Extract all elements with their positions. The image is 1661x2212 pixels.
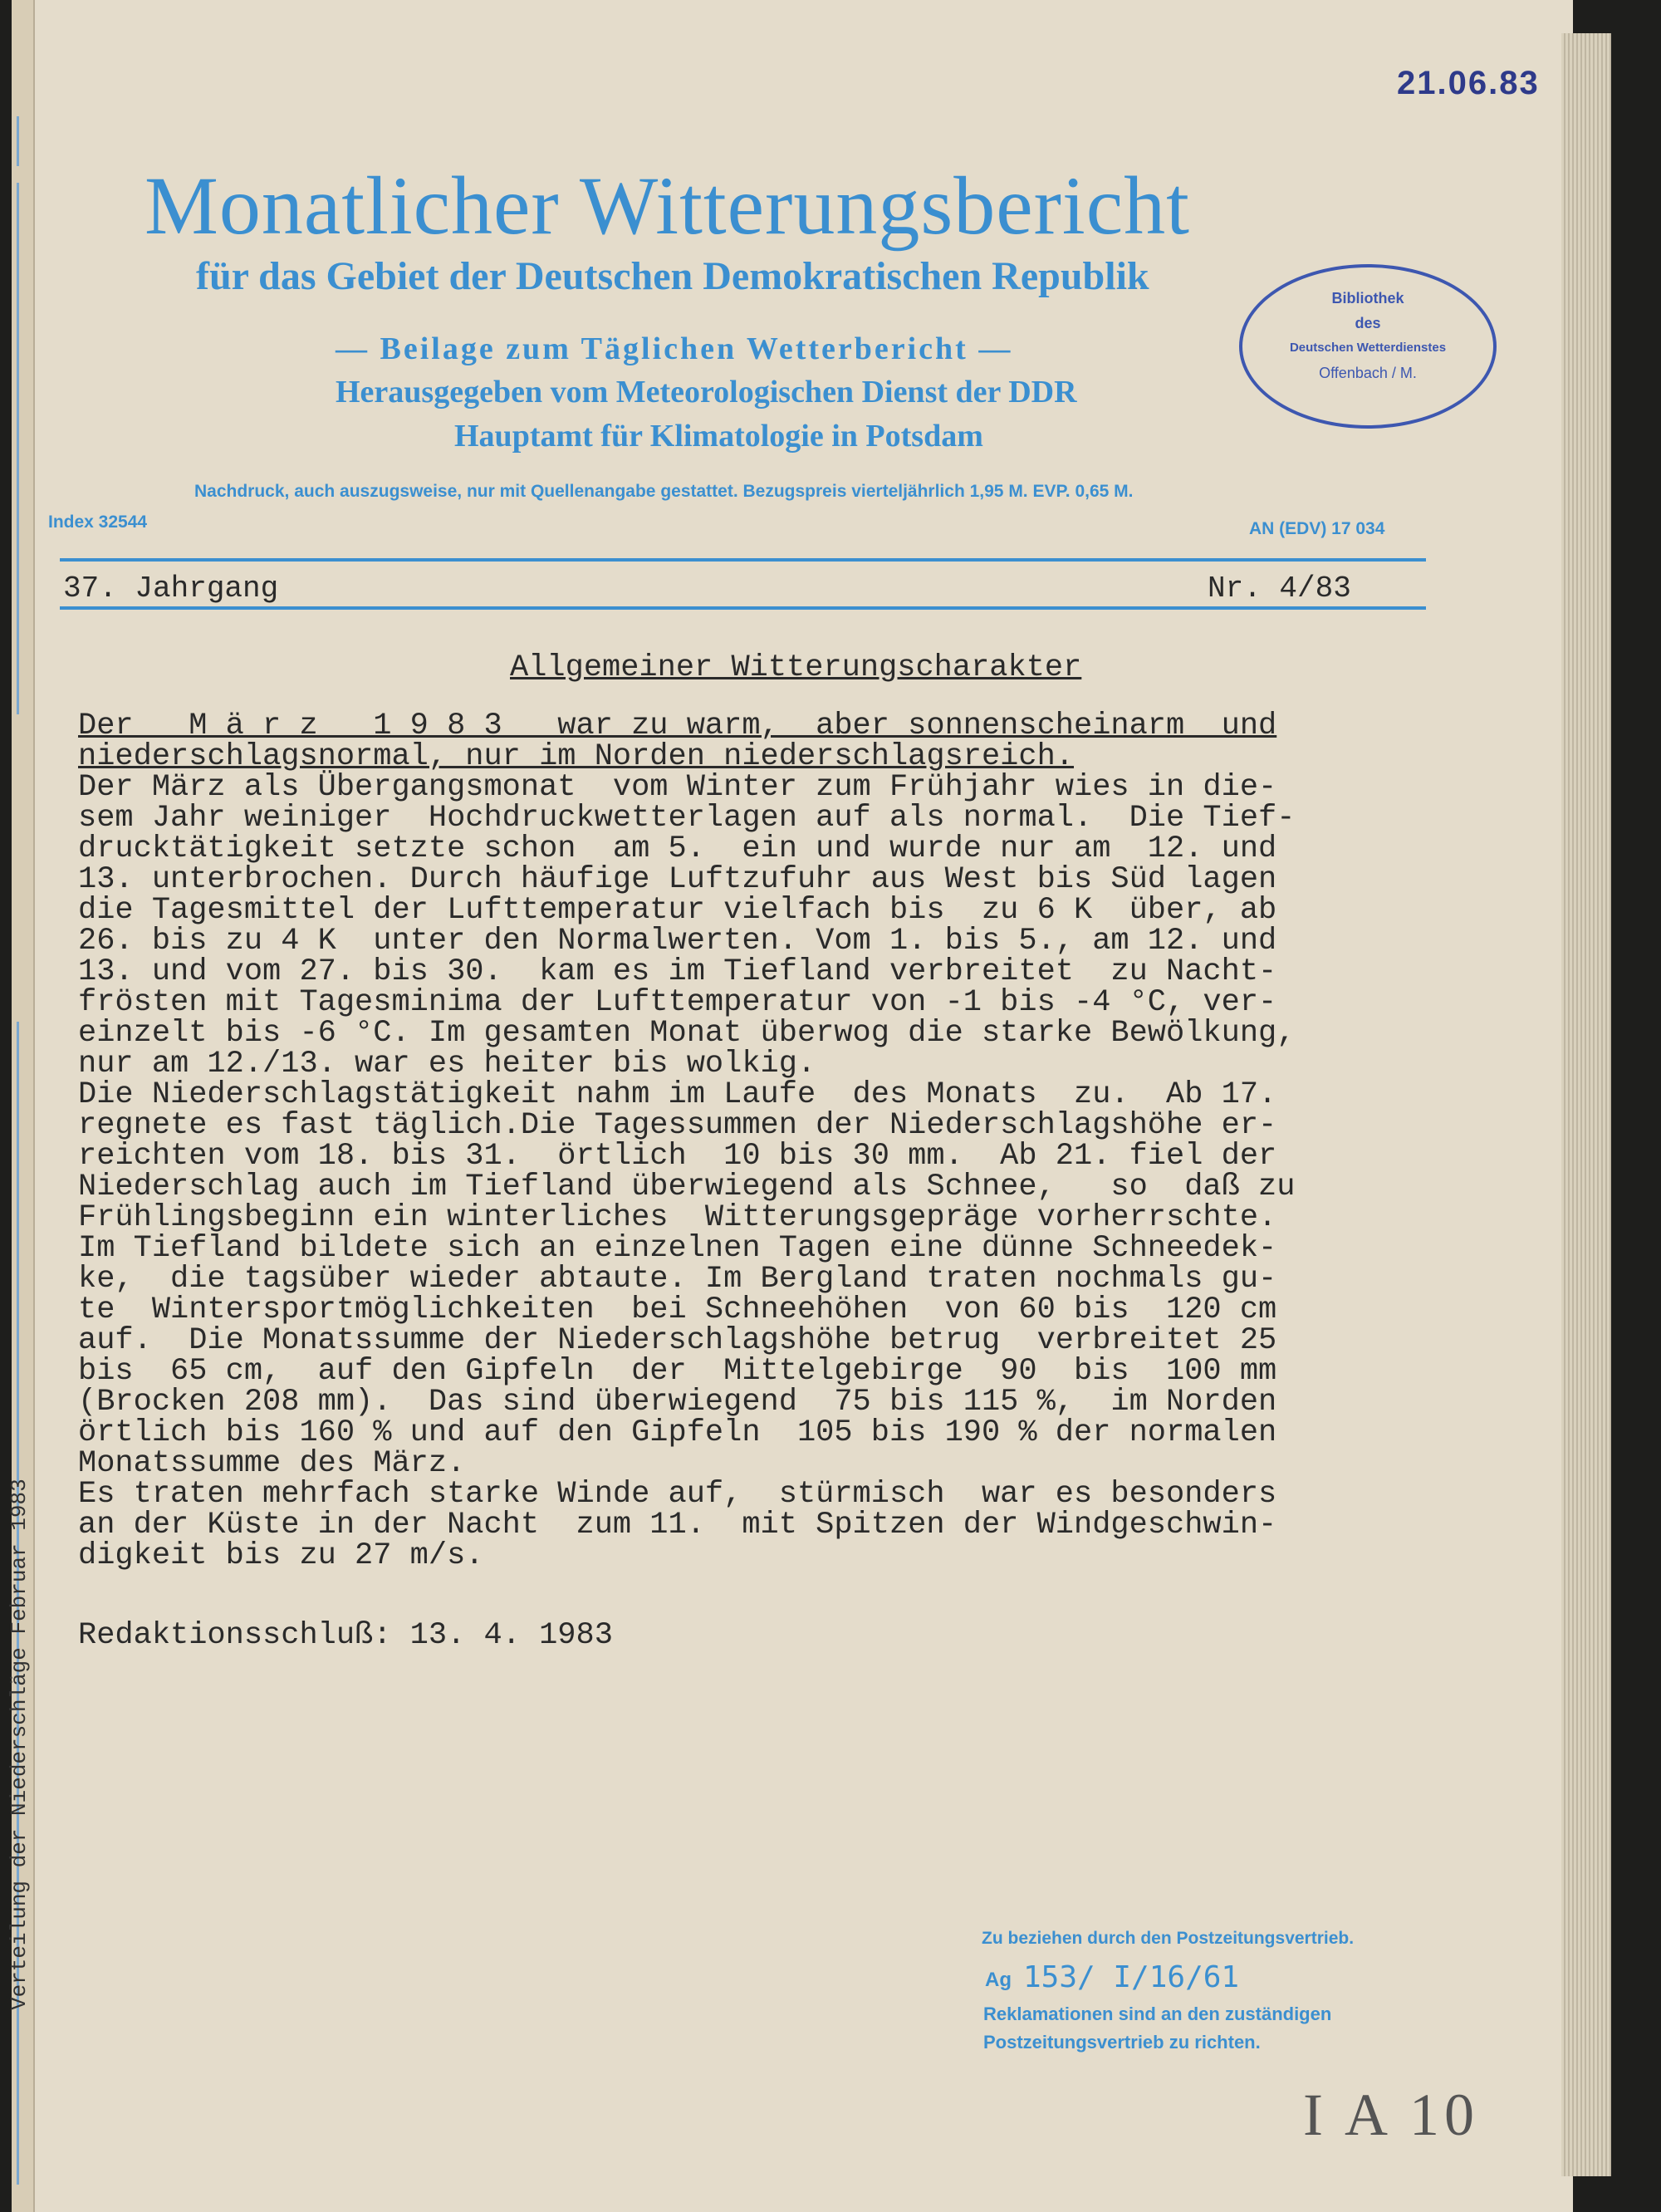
text-line: bis 65 cm, auf den Gipfeln der Mittelgebirge 90 bis 100 mm xyxy=(78,1354,1277,1389)
divider-bottom xyxy=(60,606,1426,610)
text-line: reichten vom 18. bis 31. örtlich 10 bis 30 mm. Ab 21. fiel der xyxy=(78,1139,1277,1174)
text-line: regnete es fast täglich.Die Tagessummen der Niederschlagshöhe er- xyxy=(78,1108,1277,1143)
previous-page-edge xyxy=(7,0,35,2212)
an-number: AN (EDV) 17 034 xyxy=(1249,519,1385,538)
receipt-date-stamp: 21.06.83 xyxy=(1397,65,1540,101)
article-body xyxy=(78,772,1295,1572)
volume: 37. Jahrgang xyxy=(63,571,279,606)
text-line: 13. und vom 27. bis 30. kam es im Tiefland verbreitet zu Nacht- xyxy=(78,954,1277,989)
text-line: frösten mit Tagesminima der Lufttemperatur von -1 bis -4 °C, ver- xyxy=(78,985,1277,1020)
text-line: Monatssumme des März. xyxy=(78,1446,466,1481)
page-title: Monatlicher Witterungsbericht xyxy=(145,159,1190,252)
publisher-line: Herausgegeben vom Meteorologischen Dienst der DDR xyxy=(336,375,1077,410)
ag-number: 153/ I/16/61 xyxy=(1023,1960,1240,1994)
text-line: nur am 12./13. war es heiter bis wolkig. xyxy=(78,1047,816,1081)
book-page-edges xyxy=(1561,33,1611,2176)
library-stamp: Bibliothek des Deutschen Wetterdienstes Offenbach / M. xyxy=(1239,264,1497,429)
text-line: auf. Die Monatssumme der Niederschlagshöhe betrug verbreitet 25 xyxy=(78,1323,1277,1358)
ag-prefix: Ag xyxy=(985,1969,1012,1991)
text-line: ke, die tagsüber wieder abtaute. Im Bergland traten nochmals gu- xyxy=(78,1262,1277,1297)
side-page-text: Verteilung der Niederschläge Februar 1983 xyxy=(7,1479,32,2010)
supplement-line: — Beilage zum Täglichen Wetterbericht — xyxy=(336,331,1013,366)
text-line: Der M ä r z 1 9 8 3 war zu warm, aber sonnenscheinarm und xyxy=(78,709,1277,743)
editorial-deadline: Redaktionsschluß: 13. 4. 1983 xyxy=(78,1618,613,1653)
text-line: niederschlagsnormal, nur im Norden niederschlagsreich. xyxy=(78,739,1074,774)
text-line: einzelt bis -6 °C. Im gesamten Monat überwog die starke Bewölkung, xyxy=(78,1016,1296,1051)
text-line: Niederschlag auch im Tiefland überwiegend als Schnee, so daß zu xyxy=(78,1170,1296,1204)
distribution-note: Zu beziehen durch den Postzeitungsvertrieb. xyxy=(982,1929,1355,1948)
text-line: Frühlingsbeginn ein winterliches Witterungsgepräge vorherrschte. xyxy=(78,1200,1277,1235)
text-line: örtlich bis 160 % und auf den Gipfeln 105 bis 190 % der normalen xyxy=(78,1415,1277,1450)
article-summary xyxy=(78,711,1276,772)
text-line: Der März als Übergangsmonat vom Winter zum Frühjahr wies in die- xyxy=(78,770,1277,805)
text-line: te Wintersportmöglichkeiten bei Schneehöhen von 60 bis 120 cm xyxy=(78,1292,1277,1327)
text-line: 26. bis zu 4 K unter den Normalwerten. Vom 1. bis 5., am 12. und xyxy=(78,924,1277,959)
office-line: Hauptamt für Klimatologie in Potsdam xyxy=(454,419,983,454)
handwritten-mark: I A 10 xyxy=(1303,2082,1480,2148)
text-line: (Brocken 208 mm). Das sind überwiegend 75 bis 115 %, im Norden xyxy=(78,1385,1277,1420)
complaints-line-2: Postzeitungsvertrieb zu richten. xyxy=(983,2032,1261,2053)
complaints-line-1: Reklamationen sind an den zuständigen xyxy=(983,2004,1332,2024)
text-line: Es traten mehrfach starke Winde auf, stürmisch war es besonders xyxy=(78,1477,1277,1512)
reprint-note: Nachdruck, auch auszugsweise, nur mit Quellenangabe gestattet. Bezugspreis vierteljährlich 1,95 M. EVP. 0,65 M. xyxy=(194,482,1134,501)
text-line: Die Niederschlagstätigkeit nahm im Laufe des Monats zu. Ab 17. xyxy=(78,1077,1277,1112)
text-line: sem Jahr weiniger Hochdruckwetterlagen auf als normal. Die Tief- xyxy=(78,801,1296,836)
article-heading: Allgemeiner Witterungscharakter xyxy=(510,650,1082,685)
text-line: Im Tiefland bildete sich an einzelnen Tagen eine dünne Schneedek- xyxy=(78,1231,1277,1266)
text-line: die Tagesmittel der Lufttemperatur vielfach bis zu 6 K über, ab xyxy=(78,893,1277,928)
text-line: 13. unterbrochen. Durch häufige Luftzufuhr aus West bis Süd lagen xyxy=(78,862,1277,897)
index-number: Index 32544 xyxy=(48,513,148,532)
document-page xyxy=(7,0,1573,2212)
text-line: an der Küste in der Nacht zum 11. mit Spitzen der Windgeschwin- xyxy=(78,1508,1277,1543)
issue-number: Nr. 4/83 xyxy=(1208,571,1351,606)
divider-top xyxy=(60,558,1426,562)
text-line: digkeit bis zu 27 m/s. xyxy=(78,1538,484,1573)
subtitle: für das Gebiet der Deutschen Demokratischen Republik xyxy=(196,254,1149,298)
text-line: drucktätigkeit setzte schon am 5. ein und wurde nur am 12. und xyxy=(78,831,1277,866)
